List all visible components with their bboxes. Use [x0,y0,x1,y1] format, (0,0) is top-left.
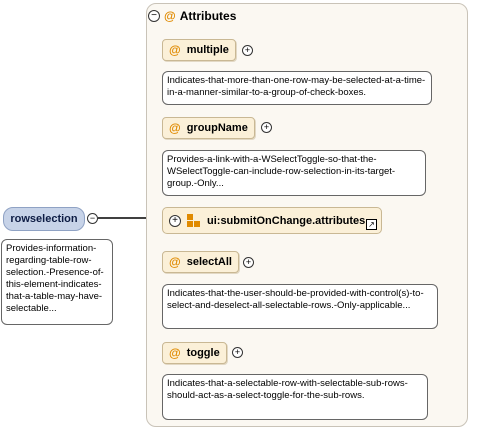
attribute-name: toggle [186,347,220,359]
attribute-icon: @ [169,346,181,360]
root-collapse-toggle[interactable]: − [87,213,98,224]
collapse-icon[interactable]: − [148,10,160,22]
expand-icon[interactable]: + [242,45,253,56]
attribute-group-icon [187,214,201,228]
attribute-toggle[interactable] [162,342,227,364]
root-description: Provides-information-regarding-table-row-selection.-Presence-of-this-element-indicates-that-a-table-may-have-selectable... [1,239,113,325]
attribute-description: Indicates-that-a-selectable-row-with-selectable-sub-rows-should-act-as-a-select-toggle-for-the-sub-rows. [162,374,428,420]
attribute-selectall[interactable] [162,251,239,273]
expand-icon[interactable]: + [243,257,254,268]
attribute-icon: @ [169,43,181,57]
attribute-icon: @ [169,121,181,135]
attribute-description: Indicates-that-more-than-one-row-may-be-selected-at-a-time-in-a-manner-similar-to-a-group-of-check-boxes. [162,71,432,105]
attribute-icon: @ [164,9,176,23]
attributes-panel-header [148,7,236,25]
expand-icon[interactable]: + [261,122,272,133]
attribute-group-name: ui:submitOnChange.attributes [207,214,366,227]
attribute-name: multiple [186,44,229,56]
root-element-label: rowselection [10,213,78,225]
link-icon[interactable]: ↗ [366,219,377,230]
attribute-groupname[interactable] [162,117,255,139]
expand-icon[interactable]: + [169,215,181,227]
attribute-multiple[interactable] [162,39,236,61]
attribute-name: groupName [186,122,248,134]
expand-icon[interactable]: + [232,347,243,358]
attribute-description: Provides-a-link-with-a-WSelectToggle-so-that-the-WSelectToggle-can-include-row-selection-in-its-target-group.-Only... [162,150,426,196]
attribute-description: Indicates-that-the-user-should-be-provided-with-control(s)-to-select-and-deselect-all-selectable-rows.-Only-applicable... [162,284,438,329]
root-element-rowselection[interactable] [3,207,85,231]
attribute-group-submitonchange[interactable] [162,207,382,234]
attribute-icon: @ [169,255,181,269]
attributes-title: Attributes [179,9,237,23]
attribute-name: selectAll [186,256,232,268]
